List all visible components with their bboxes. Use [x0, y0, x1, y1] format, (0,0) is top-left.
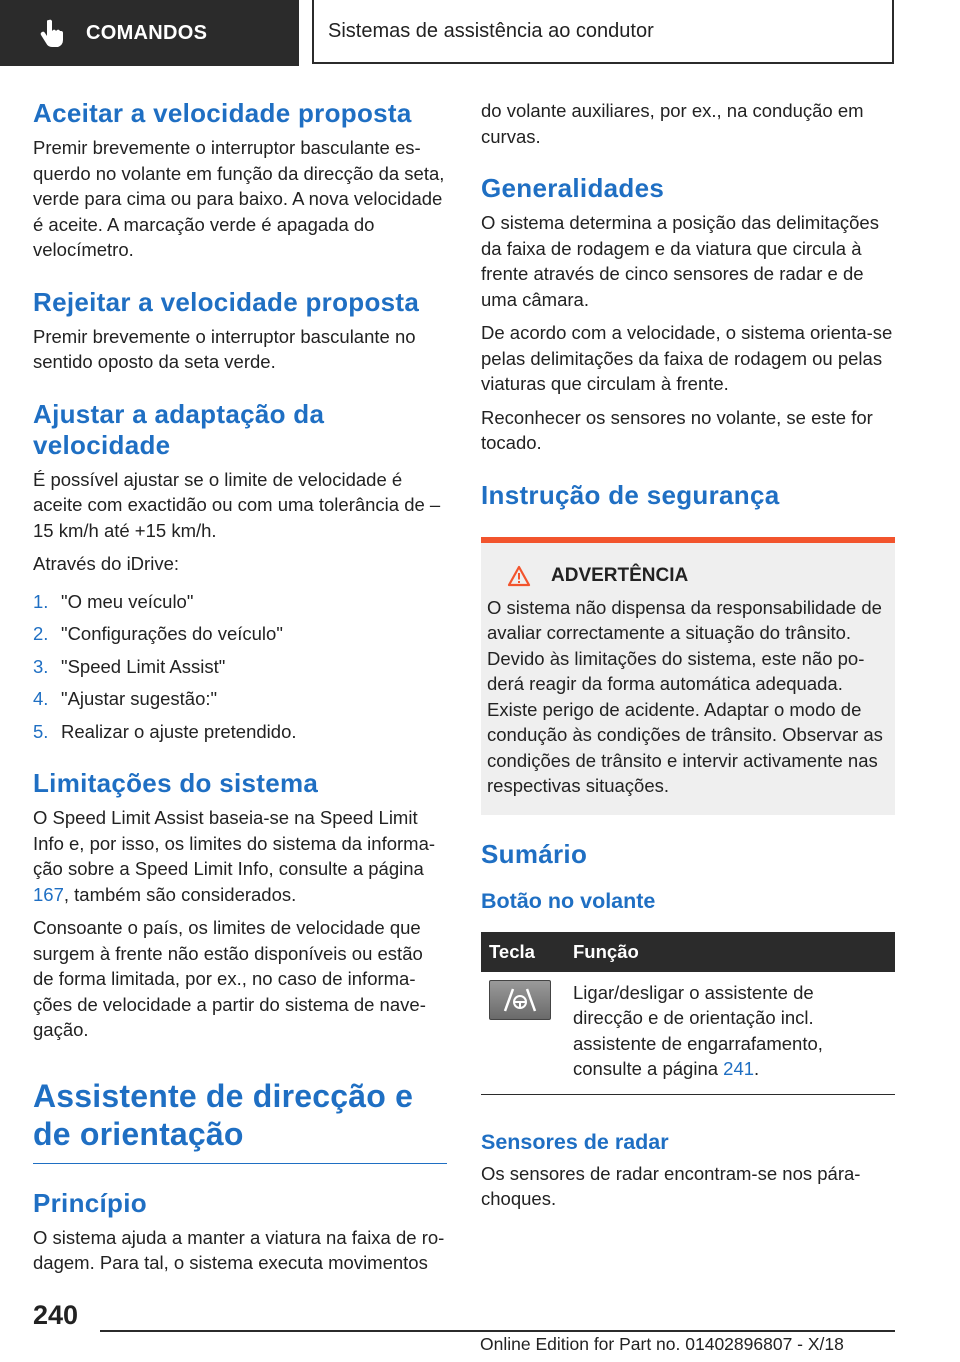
warning-triangle-icon	[507, 565, 531, 587]
heading-general: Generalidades	[481, 173, 665, 203]
step-text: "Ajustar sugestão:"	[61, 688, 218, 709]
right-column	[481, 98, 895, 1220]
paragraph-idrive: Através do iDrive:	[33, 553, 179, 574]
paragraph-continuation: do volante auxiliares, por ex., na condução em curvas.	[481, 100, 864, 147]
footer-edition: Online Edition for Part no. 01402896807 - X/18	[480, 1334, 844, 1354]
chapter-label: COMANDOS	[86, 21, 208, 44]
step-number: 1.	[33, 590, 49, 612]
limits-text: O Speed Limit Assist baseia-se na Speed Limit Info e, por isso, os limites do sistema da informação sobre a Speed Limit Info, consulte a página	[33, 807, 436, 879]
hand-pointer-icon	[40, 18, 66, 48]
heading-radar-sensors: Sensores de radar	[481, 1129, 669, 1154]
heading-safety: Instrução de segurança	[481, 479, 780, 510]
step-number: 3.	[33, 655, 49, 677]
heading-reject-speed: Rejeitar a velocidade proposta	[33, 286, 420, 317]
step-number: 4.	[33, 688, 49, 709]
step-number: 5.	[33, 720, 49, 742]
button-table	[481, 932, 895, 1095]
page-link-167[interactable]: 167	[33, 883, 64, 905]
function-text-end: .	[754, 1058, 760, 1079]
function-text: Ligar/desligar o assistente de direcção e de orientação incl. assistente de engarrafamento, consulte a página	[573, 981, 823, 1079]
step-text: "Speed Limit Assist"	[61, 655, 226, 677]
paragraph-general-1: O sistema determina a posição das delimitações da faixa de rodagem e da viatura que circula à frente através de cinco sensores de radar e de uma câmara.	[481, 212, 879, 310]
table-row	[481, 972, 895, 1095]
page-link-241[interactable]: 241	[723, 1058, 755, 1079]
paragraph-system-limits	[33, 805, 447, 907]
heading-principle: Princípio	[33, 1187, 147, 1218]
paragraph-radar-sensors: Os sensores de radar encontram-se nos pára-choques.	[481, 1162, 861, 1209]
paragraph-general-3: Reconhecer os sensores no volante, se este for tocado.	[481, 406, 873, 453]
paragraph-reject-speed: Premir brevemente o interruptor basculante no sentido oposto da seta verde.	[33, 325, 416, 372]
table-header-function: Função	[565, 932, 895, 972]
list-item	[33, 686, 447, 712]
paragraph-country-limits: Consoante o país, os limites de velocidade que surgem à frente não estão disponíveis ou estão de forma limitada, por ex., no caso de informações de velocidade a partir do sistema de navegação.	[33, 917, 426, 1040]
list-item	[33, 589, 447, 615]
list-item	[33, 621, 447, 647]
warning-text: O sistema não dispensa da responsabilidade de avaliar correctamente a situação do trânsito. Devido às limitações do sistema, este não poderá reagir da forma automática adequada. Existe perigo de acidente. Adaptar o modo de condução às condições de trânsito. Observar as condições de trânsito e intervir activamente nas respectivas situações.	[487, 596, 883, 796]
step-number: 2.	[33, 623, 49, 644]
warning-title	[487, 565, 887, 587]
page-number: 240	[33, 1300, 79, 1330]
paragraph-adjust-speed: É possível ajustar se o limite de velocidade é aceite com exactidão ou com uma tolerância de –15 km/h até +15 km/h.	[33, 468, 441, 541]
list-item	[33, 719, 447, 745]
paragraph-principle: O sistema ajuda a manter a viatura na faixa de rodagem. Para tal, o sistema executa movimentos	[33, 1226, 445, 1273]
warning-box	[481, 537, 895, 815]
table-header-row	[481, 932, 895, 972]
heading-accept-speed: Aceitar a velocidade proposta	[33, 98, 412, 128]
heading-system-limits: Limitações do sistema	[33, 768, 319, 798]
limits-text-end: , também são considerados.	[63, 883, 297, 905]
paragraph-general-2: De acordo com a velocidade, o sistema orienta-se pelas delimitações da faixa de rodagem ou pelas viaturas que circulam à frente.	[481, 322, 893, 394]
heading-summary: Sumário	[481, 838, 588, 869]
steering-assist-button-icon	[489, 980, 551, 1020]
table-cell-key	[481, 972, 565, 1095]
step-text: "Configurações do veículo"	[61, 623, 283, 644]
footer-divider	[100, 1330, 895, 1332]
left-column	[33, 98, 447, 1284]
warning-label: ADVERTÊNCIA	[551, 564, 689, 586]
heading-steering-button: Botão no volante	[481, 888, 656, 913]
step-text: "O meu veículo"	[61, 590, 194, 612]
heading-adjust-speed: Ajustar a adaptação da velocidade	[33, 398, 325, 460]
paragraph-accept-speed: Premir brevemente o interruptor basculante esquerdo no volante em função da direcção da seta, verde para cima ou para baixo. A nova velocidade é aceite. A marcação verde é apagada do velocímetro.	[33, 137, 445, 260]
step-text: Realizar o ajuste pretendido.	[61, 720, 297, 742]
table-header-key: Tecla	[481, 932, 565, 972]
list-item	[33, 654, 447, 680]
steps-list	[33, 589, 447, 745]
table-cell-function	[565, 972, 895, 1095]
chapter-heading: Assistente de direcção e de orientação	[33, 1077, 447, 1164]
chapter-tab	[0, 0, 299, 66]
lane-assist-symbol-icon	[503, 987, 537, 1013]
section-title: Sistemas de assistência ao condutor	[312, 0, 894, 64]
